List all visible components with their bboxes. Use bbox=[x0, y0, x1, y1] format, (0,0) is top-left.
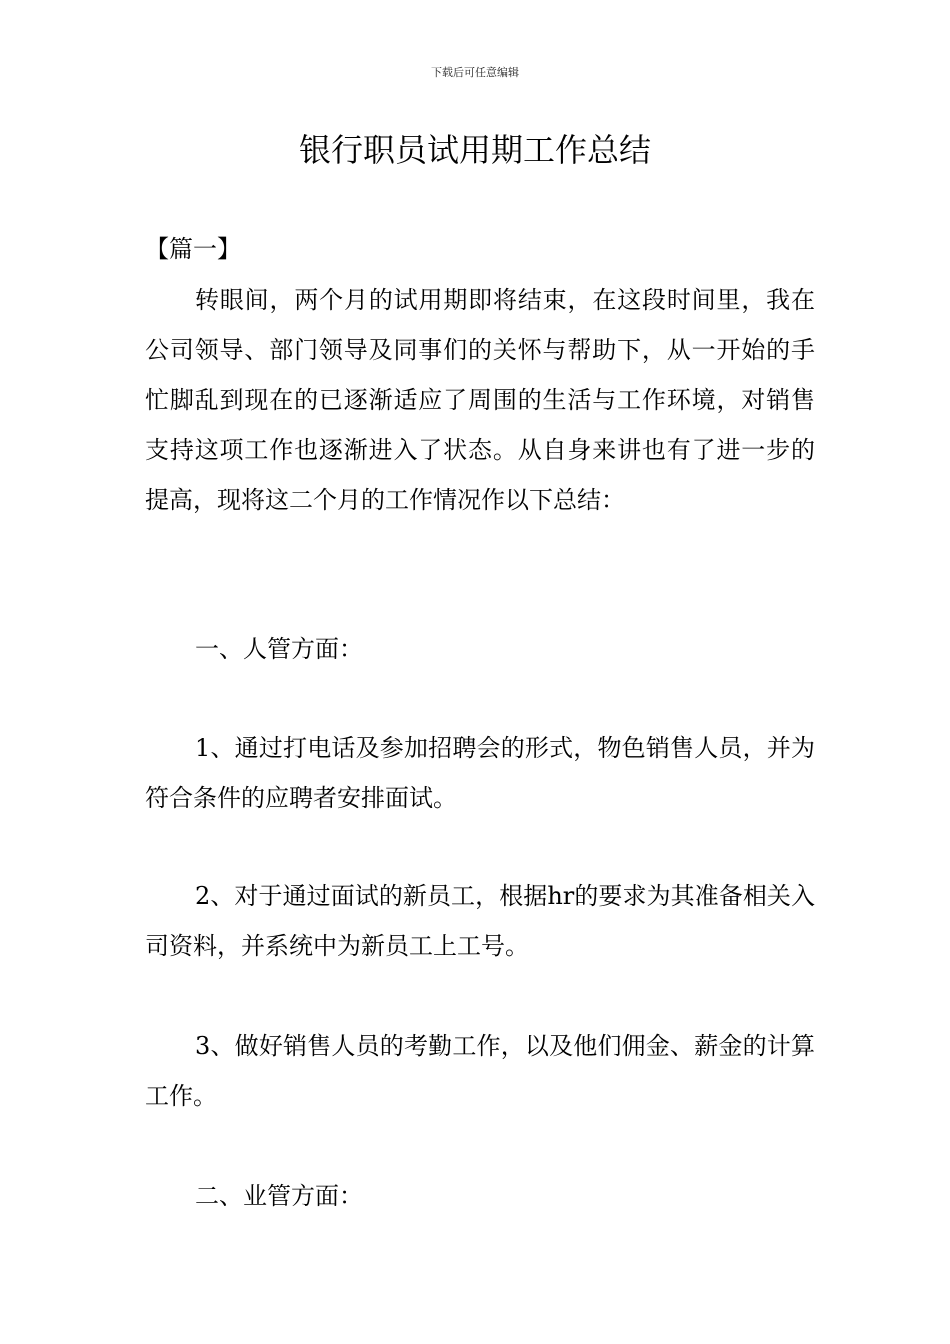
section-heading-business: 二、业管方面： bbox=[195, 1182, 363, 1210]
list-item-onboarding: 2、对于通过面试的新员工，根据hr的要求为其准备相关入司资料，并系统中为新员工上工号。 bbox=[145, 882, 815, 960]
intro-paragraph: 转眼间，两个月的试用期即将结束，在这段时间里，我在公司领导、部门领导及同事们的关怀与帮助下，从一开始的手忙脚乱到现在的已逐渐适应了周围的生活与工作环境，对销售支持这项工作也逐渐进入了状态。从自身来讲也有了进一步的提高，现将这二个月的工作情况作以下总结： bbox=[145, 286, 815, 514]
list-item-attendance: 3、做好销售人员的考勤工作，以及他们佣金、薪金的计算工作。 bbox=[145, 1032, 815, 1110]
list-item-recruiting: 1、通过打电话及参加招聘会的形式，物色销售人员，并为符合条件的应聘者安排面试。 bbox=[145, 734, 815, 812]
section-label: 【篇一】 bbox=[145, 235, 241, 263]
page-header-note: 下载后可任意编辑 bbox=[431, 66, 519, 79]
document-title: 银行职员试用期工作总结 bbox=[298, 131, 651, 169]
section-heading-personnel: 一、人管方面： bbox=[195, 635, 363, 663]
